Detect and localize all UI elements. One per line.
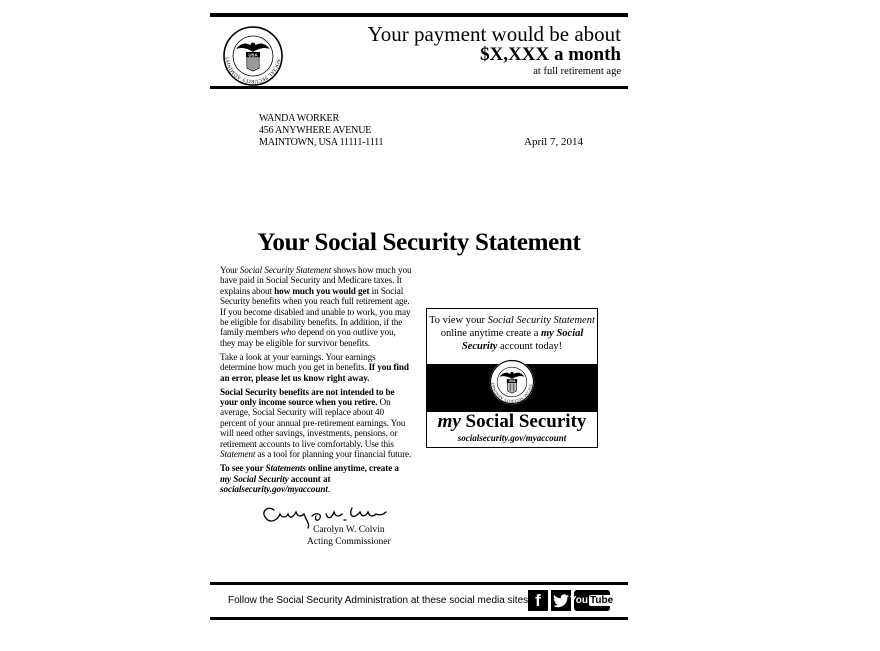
signatory	[307, 524, 391, 548]
payment-subtext: at full retirement age	[533, 66, 621, 77]
statement-date: April 7, 2014	[524, 136, 583, 148]
ssa-seal-icon	[489, 359, 535, 405]
body-paragraph-retirement: Social Security benefits are not intended to be your only income source when you retire. On average, Social Security will replace about 40 percent of your annual pre-retirement earnings. You will need other savings, investments, pensions, or retirement accounts to live comfortably. Use this Statement as a tool for planning your financial future.	[220, 386, 412, 460]
body-paragraph-earnings: Take a look at your earnings. Your earnings determine how much you get in benefits. If you find an error, please let us know right away.	[220, 351, 409, 383]
youtube-icon[interactable]: You Tube	[574, 590, 610, 611]
my-social-security-logo: my Social Security	[437, 411, 587, 432]
statement-body	[220, 265, 412, 498]
promo-seal-ring-text: SOCIAL SECURITY ADMINIST	[491, 382, 533, 403]
facebook-icon[interactable]: f	[528, 590, 548, 611]
footer-bottom-rule	[210, 617, 628, 620]
promo-seal-usa-text: USA	[508, 379, 516, 384]
body-paragraph-online: To see your Statements online anytime, create a my Social Security account at socialsecurity.gov/myaccount.	[220, 463, 399, 494]
body-paragraph-intro: Your Social Security Statement shows how much you have paid in Social Security and Medicare taxes. It explains about how much you would get in Social Security benefits when you reach full retirement age. If you become disabled and unable to work, you may be eligible for disability benefits. In addition, if the family members who depend on you outlive you, they may be eligible for survivor benefits.	[220, 265, 412, 348]
signatory-name: Carolyn W. Colvin	[313, 525, 385, 535]
my-account-url[interactable]: socialsecurity.gov/myaccount	[457, 433, 567, 443]
payment-heading: Your payment would be about	[367, 22, 621, 46]
signatory-role: Acting Commissioner	[307, 537, 391, 547]
my-social-security-promo	[426, 308, 598, 448]
ssa-seal-icon	[222, 25, 284, 87]
recipient-name: WANDA WORKER	[259, 113, 339, 124]
payment-amount: $X,XXX a month	[480, 44, 621, 65]
footer-top-rule	[210, 582, 628, 585]
statement-title: Your Social Security Statement	[257, 229, 581, 256]
promo-text: To view your Social Security Statement online anytime create a my Social Security account today!	[429, 315, 595, 352]
seal-usa-text: USA	[248, 52, 258, 58]
social-follow-text: Follow the Social Security Administration at these social media sites	[228, 595, 529, 606]
seal-ring-text: SOCIAL SECURITY ADMINIST	[224, 56, 281, 85]
recipient-street: 456 ANYWHERE AVENUE	[259, 125, 372, 136]
top-rule	[210, 13, 628, 17]
twitter-icon[interactable]	[551, 590, 571, 611]
twitter-bird-icon	[553, 594, 569, 608]
recipient-city: MAINTOWN, USA 11111-1111	[259, 137, 384, 148]
